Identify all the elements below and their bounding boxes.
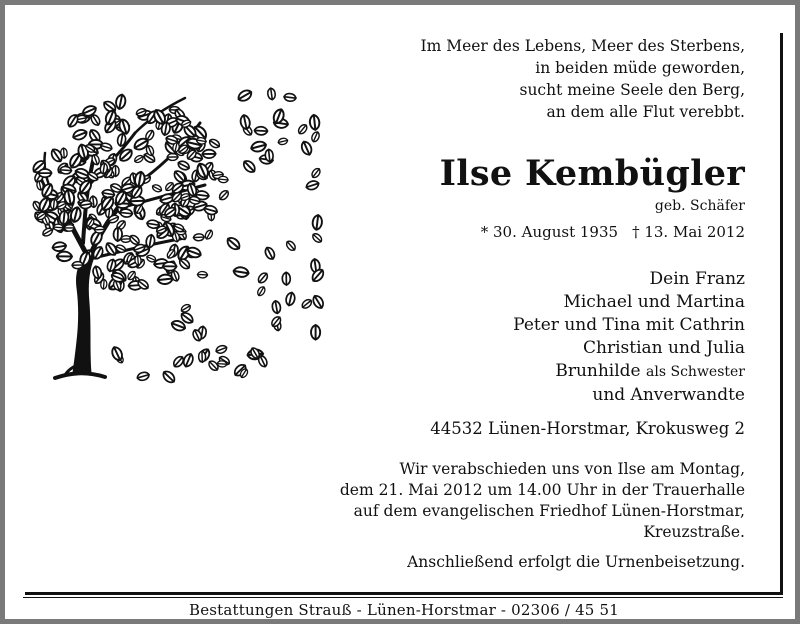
poem-line: sucht meine Seele den Berg, [519, 81, 745, 99]
mourner-line: Michael und Martina [563, 292, 745, 312]
leaf-shape [120, 209, 133, 218]
leaf-shape [163, 262, 177, 271]
leaf-shape [60, 166, 72, 174]
funeral-line: dem 21. Mai 2012 um 14.00 Uhr in der Trauerhalle [339, 481, 745, 499]
leaf-shape [263, 246, 276, 261]
leaf-shape [59, 210, 69, 225]
mourner-line: Peter und Tina mit Cathrin [513, 315, 745, 335]
leaf-shape [52, 241, 67, 252]
leaf-shape [177, 159, 191, 171]
leaf-shape [198, 351, 205, 362]
leaf-shape [284, 93, 297, 102]
leaf-shape [215, 344, 228, 355]
leaf-shape [172, 355, 186, 369]
funeral-line: auf dem evangelischen Friedhof Lünen-Horstmar, [353, 502, 745, 520]
leaf-shape [285, 292, 296, 307]
leaf-shape [271, 300, 281, 314]
sister-name: Brunhilde [555, 361, 641, 381]
frame-border-bottom [25, 592, 783, 595]
funeral-line: Kreuzstraße. [643, 523, 745, 541]
leaf-shape [218, 189, 231, 202]
leaf-shape [133, 154, 144, 164]
frame-divider-line [23, 597, 783, 598]
leaf-shape [207, 359, 220, 372]
leaf-shape [57, 252, 72, 262]
leaf-shape [236, 88, 253, 103]
leaf-shape [241, 158, 257, 174]
leaf-shape [311, 294, 325, 310]
mourner-line: Christian und Julia [583, 338, 745, 358]
leaf-shape [312, 215, 323, 231]
leaf-shape [285, 239, 297, 252]
leaf-shape [309, 114, 320, 130]
leaf-shape [151, 183, 163, 193]
leaf-shape [72, 261, 83, 268]
mourner-line-relatives: und Anverwandte [592, 385, 745, 405]
frame-border-right [780, 33, 783, 595]
leaf-shape [250, 140, 267, 153]
leaf-shape [239, 114, 251, 130]
leaf-shape [100, 142, 113, 152]
leaf-shape [136, 371, 150, 382]
leaf-shape [233, 266, 249, 278]
leaf-shape [50, 199, 58, 210]
poem-line: in beiden müde geworden, [535, 59, 745, 77]
leaf-shape [72, 128, 89, 141]
leaf-shape [311, 232, 324, 244]
leaf-shape [113, 227, 122, 241]
deceased-name: Ilse Kembügler [439, 153, 745, 194]
leaf-shape [178, 257, 192, 271]
maiden-name: geb. Schäfer [654, 198, 745, 214]
funeral-line: Wir verabschieden uns von Ilse am Montag, [399, 460, 745, 478]
leaf-shape [64, 225, 75, 232]
poem [420, 35, 745, 123]
leaf-shape [256, 285, 266, 297]
mourners-list [513, 268, 745, 407]
funeral-details [340, 459, 745, 543]
mourner-line: Dein Franz [649, 269, 745, 289]
leaf-shape [208, 137, 221, 149]
family-address: 44532 Lünen-Horstmar, Krokusweg 2 [430, 419, 745, 438]
leaf-shape [256, 271, 269, 285]
leaf-shape [297, 123, 309, 136]
leaf-shape [53, 224, 64, 231]
leaf-shape [38, 169, 51, 177]
leaf-shape [193, 234, 204, 241]
leaf-shape [254, 126, 267, 135]
leaf-shape [115, 94, 127, 110]
leaf-shape [277, 137, 288, 145]
leaf-shape [161, 369, 177, 385]
life-dates [481, 222, 745, 242]
leaf-shape [204, 229, 214, 241]
death-date: † 13. Mai 2012 [632, 223, 745, 241]
obituary-notice [5, 5, 795, 619]
leaf-shape [310, 131, 320, 143]
leaf-shape [203, 204, 218, 216]
windblown-tree-illustration [25, 73, 325, 388]
leaf-shape [118, 118, 131, 135]
leaf-shape [267, 88, 276, 101]
leaf-shape [100, 279, 107, 289]
funeral-home-footer: Bestattungen Strauß - Lünen-Horstmar - 02306 / 45 51 [188, 601, 620, 619]
leaf-shape [202, 150, 216, 159]
mourner-line-sister [513, 360, 745, 384]
leaf-shape [94, 226, 105, 233]
poem-line: Im Meer des Lebens, Meer des Sterbens, [420, 37, 745, 55]
leaf-shape [311, 325, 320, 340]
leaf-shape [218, 176, 228, 183]
leaf-shape [197, 271, 208, 278]
poem-line: an dem alle Flut verebbt. [546, 103, 745, 121]
leaf-shape [92, 265, 103, 279]
leaf-shape [225, 235, 242, 252]
leaf-shape [305, 179, 320, 191]
leaf-shape [180, 303, 192, 314]
birth-date: * 30. August 1935 [480, 223, 619, 241]
leaf-shape [300, 140, 314, 157]
leaf-shape [282, 272, 290, 285]
leaf-shape [157, 274, 173, 285]
sister-role: als Schwester [646, 364, 745, 380]
leaf-shape [300, 298, 313, 310]
urn-burial-note: Anschließend erfolgt die Urnenbeisetzung. [407, 553, 745, 571]
leaf-shape [145, 234, 155, 248]
leaf-shape [265, 149, 274, 162]
leaf-shape [135, 255, 142, 265]
leaf-shape [310, 167, 322, 179]
